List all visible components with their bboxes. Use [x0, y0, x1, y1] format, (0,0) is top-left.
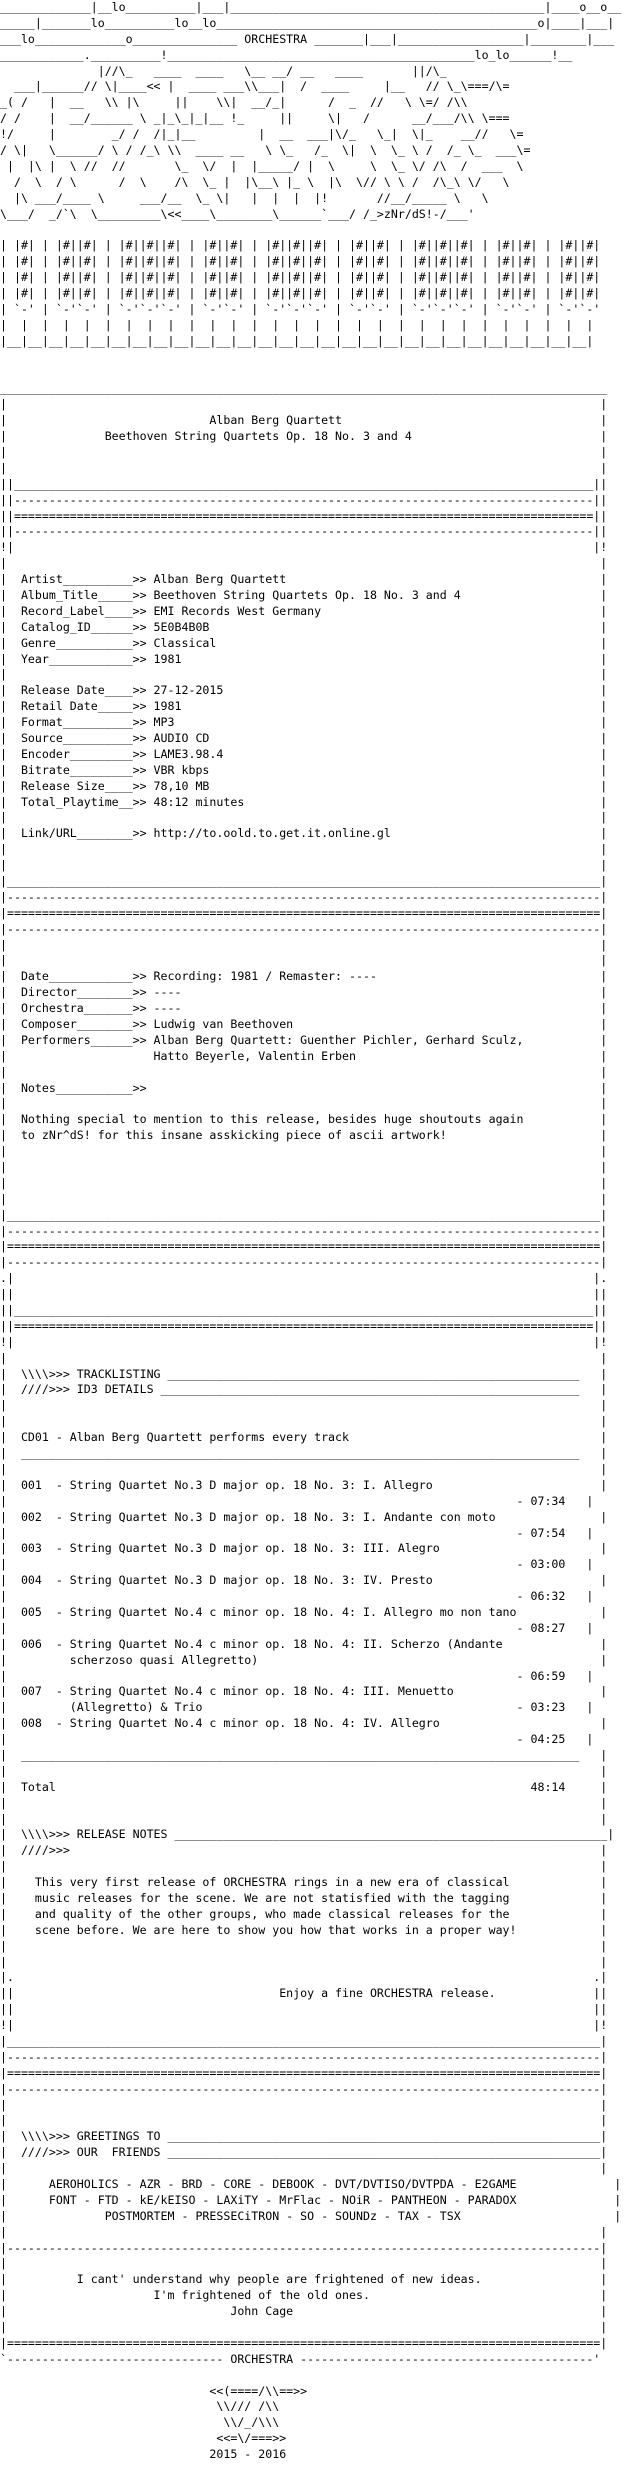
nfo-line: | and quality of the other groups, who made classical releases for the |	[0, 1906, 608, 1921]
nfo-line: \___/ _/`\ \_________\<<____\________\______`___/ /_>zNr/dS!-/___'	[0, 206, 475, 221]
nfo-line: | |	[0, 1144, 608, 1159]
nfo-line: | Format__________>> MP3 |	[0, 715, 608, 730]
nfo-line: | |	[0, 444, 608, 459]
nfo-line: `------------------------------- ORCHESTRA ------------------------------------------'	[0, 2351, 601, 2366]
nfo-line: | 001 - String Quartet No.3 D major op. 18 No. 3: I. Allegro |	[0, 1477, 608, 1492]
nfo-line: |\ ___/____ \ ___/__ \_ \| | | | |! //__/_____ \ \	[0, 190, 489, 205]
nfo-line: | - 03:00 |	[0, 1557, 594, 1572]
nfo-line: | Bitrate_________>> VBR kbps |	[0, 762, 608, 777]
nfo-line: | Nothing special to mention to this release, besides huge shoutouts again |	[0, 1112, 608, 1127]
nfo-line: || ||	[0, 2002, 608, 2017]
nfo-line: | |	[0, 2320, 608, 2335]
nfo-line: | CD01 - Alban Berg Quartett performs every track |	[0, 1430, 608, 1445]
nfo-line: | Encoder_________>> LAME3.98.4 |	[0, 746, 608, 761]
nfo-line: | |	[0, 1191, 608, 1206]
nfo-line	[0, 222, 640, 238]
nfo-line: |=====================================================================================|	[0, 905, 608, 920]
nfo-line: | to zNr^dS! for this insane asskicking piece of ascii artwork! |	[0, 1128, 608, 1143]
nfo-line: | |	[0, 2113, 608, 2128]
nfo-line: !/ | _/ / /|_|__ | __ ___|\/_ \_| \|_ __// \=	[0, 127, 524, 142]
nfo-line: | Beethoven String Quartets Op. 18 No. 3 and 4 |	[0, 429, 608, 444]
nfo-line: | - 07:54 |	[0, 1525, 594, 1540]
nfo-line: | Notes___________>> |	[0, 1080, 608, 1095]
nfo-line: | \\\\>>> GREETINGS TO ______________________________________________________________|	[0, 2129, 608, 2144]
nfo-line: | Date____________>> Recording: 1981 / Remaster: ---- |	[0, 969, 608, 984]
nfo-line: | Record_Label____>> EMI Records West Germany |	[0, 603, 608, 618]
nfo-line: |. .|	[0, 1970, 608, 1985]
nfo-line: | |	[0, 460, 608, 475]
nfo-line: |-------------------------------------------------------------------------------------|	[0, 2240, 608, 2255]
nfo-line: | |#| | |#||#| | |#||#||#| | |#||#| | |#||#||#| | |#||#| | |#||#||#| | |#||#| | |#||#|	[0, 270, 601, 285]
nfo-line: | 006 - String Quartet No.4 c minor op. 18 No. 4: II. Scherzo (Andante |	[0, 1636, 608, 1651]
nfo-line: | \\\\>>> TRACKLISTING ___________________________________________________________ |	[0, 1366, 608, 1381]
nfo-line: | I'm frightened of the old ones. |	[0, 2288, 608, 2303]
nfo-line: | 005 - String Quartet No.4 c minor op. 18 No. 4: I. Allegro mo non tano |	[0, 1604, 608, 1619]
nfo-line: | |#| | |#||#| | |#||#||#| | |#||#| | |#||#||#| | |#||#| | |#||#||#| | |#||#| | |#||#|	[0, 286, 601, 301]
nfo-line: | Performers______>> Alban Berg Quartett: Guenther Pichler, Gerhard Sculz, |	[0, 1032, 608, 1047]
nfo-line: ||___________________________________________________________________________________||	[0, 1303, 608, 1318]
nfo-line: | Total_Playtime__>> 48:12 minutes |	[0, 794, 608, 809]
nfo-line: | \\\\>>> RELEASE NOTES ______________________________________________________________|	[0, 1827, 615, 1842]
nfo-line: | |	[0, 953, 608, 968]
nfo-line: !| |!	[0, 2018, 608, 2033]
nfo-line: | |\ | \ // // \_ \/ | |_____/ | \ \ \_ \/ /\ / ___ \	[0, 158, 524, 173]
nfo-line: | Year____________>> 1981 |	[0, 651, 608, 666]
nfo-line: | |	[0, 937, 608, 952]
nfo-line: | |	[0, 858, 608, 873]
nfo-line: | music releases for the scene. We are not statisfied with the tagging |	[0, 1890, 608, 1905]
nfo-line: | Total 48:14 |	[0, 1779, 608, 1794]
nfo-line: |-------------------------------------------------------------------------------------|	[0, 889, 608, 904]
nfo-line: | - 06:59 |	[0, 1668, 594, 1683]
nfo-line: | Release Size____>> 78,10 MB |	[0, 778, 608, 793]
nfo-line: |-------------------------------------------------------------------------------------|	[0, 1255, 608, 1270]
nfo-line: | John Cage |	[0, 2304, 608, 2319]
nfo-line: | 002 - String Quartet No.3 D major op. 18 No. 3: I. Andante con moto |	[0, 1509, 608, 1524]
nfo-line: | Alban Berg Quartett |	[0, 413, 608, 428]
nfo-line: | This very first release of ORCHESTRA rings in a new era of classical |	[0, 1875, 608, 1890]
nfo-line: | 003 - String Quartet No.3 D major op. 18 No. 3: III. Alegro |	[0, 1541, 608, 1556]
nfo-line: | Composer________>> Ludwig van Beethoven |	[0, 1017, 608, 1031]
nfo-line	[0, 350, 640, 366]
nfo-line: |_____________________________________________________________________________________|	[0, 2034, 608, 2048]
nfo-line: | 004 - String Quartet No.3 D major op. 18 No. 3: IV. Presto |	[0, 1573, 608, 1588]
nfo-line: |=====================================================================================|	[0, 2065, 608, 2080]
nfo-line: | ________________________________________________________________________________ |	[0, 1747, 608, 1762]
nfo-line: | ////>>> ID3 DETAILS ____________________________________________________________ |	[0, 1382, 608, 1397]
nfo-line: / \| \______/ \ / /_\ \\ ____ __ \ \_ /_ \| \ \_ \ / /_ \_ ___\=	[0, 143, 531, 158]
nfo-line: <<=\/===>>	[0, 2431, 601, 2446]
nfo-line: | |	[0, 667, 608, 682]
nfo-line: !| |!	[0, 1334, 608, 1349]
nfo-line: ||===================================================================================||	[0, 508, 608, 523]
nfo-line: | FONT - FTD - kE/kEISO - LAXiTY - MrFlac - NOiR - PANTHEON - PARADOX |	[0, 2192, 622, 2207]
nfo-line: |-------------------------------------------------------------------------------------|	[0, 921, 608, 936]
nfo-line: | |	[0, 842, 608, 857]
nfo-line: | |	[0, 2161, 608, 2176]
nfo-line: | |	[0, 1350, 608, 1365]
nfo-line: \\/// /\\	[0, 2399, 601, 2414]
nfo-line: | `-' | `-'`-' | `-'`-'`-' | `-'`-' | `-'`-'`-' | `-'`-' | `-'`-'`-' | `-'`-' | `-'`-'	[0, 301, 601, 316]
nfo-line: | |	[0, 1763, 608, 1778]
nfo-line: ___|______// \|____<< | ____ ___\\___| / ____ |__ // \_\===/\=	[0, 79, 510, 94]
nfo-line: | Hatto Beyerle, Valentin Erben |	[0, 1048, 608, 1063]
nfo-line: | Source__________>> AUDIO CD |	[0, 730, 608, 745]
nfo-line: | Catalog_ID______>> 5E0B4B0B |	[0, 619, 608, 634]
nfo-line: | I cant' understand why people are frightened of new ideas. |	[0, 2272, 608, 2287]
nfo-line: | |#| | |#||#| | |#||#||#| | |#||#| | |#||#||#| | |#||#| | |#||#||#| | |#||#| | |#||#|	[0, 238, 601, 253]
nfo-line: ____________.__________!____________________________________________lo_lo______!__	[0, 47, 573, 62]
nfo-line: <<(====/\\==>>	[0, 2383, 615, 2398]
nfo-line: | |	[0, 1795, 608, 1810]
nfo-line: |-------------------------------------------------------------------------------------|	[0, 2081, 608, 2096]
nfo-line: || Enjoy a fine ORCHESTRA release. ||	[0, 1986, 608, 2001]
nfo-line: |=====================================================================================|	[0, 2335, 608, 2350]
nfo-line: | |	[0, 2224, 608, 2239]
nfo-line: | ////>>> |	[0, 1843, 608, 1858]
nfo-line: ||-----------------------------------------------------------------------------------||	[0, 492, 608, 507]
nfo-line: | 007 - String Quartet No.4 c minor op. 18 No. 4: III. Menuetto |	[0, 1684, 608, 1699]
nfo-line: | |	[0, 1414, 608, 1429]
nfo-line: | - 07:34 |	[0, 1493, 594, 1508]
nfo-line: |-------------------------------------------------------------------------------------|	[0, 2049, 608, 2064]
nfo-line: | - 06:32 |	[0, 1589, 594, 1604]
nfo-line: | Retail Date_____>> 1981 |	[0, 699, 608, 714]
nfo-line: | Album_Title_____>> Beethoven String Quartets Op. 18 No. 3 and 4 |	[0, 587, 608, 602]
nfo-line: | |#| | |#||#| | |#||#||#| | |#||#| | |#||#||#| | |#||#| | |#||#||#| | |#||#| | |#||#|	[0, 254, 601, 269]
nfo-line: / \ / \ / \ /\ \_ | |\__\ |_ \ |\ \// \ \ / /\_\ \/ \	[0, 174, 510, 189]
nfo-line: | (Allegretto) & Trio - 03:23 |	[0, 1700, 594, 1715]
nfo-line: || ||	[0, 1287, 608, 1302]
nfo-line: | |	[0, 2097, 608, 2112]
nfo-line: ___lo_____________o_______________ ORCHESTRA _______|___|__________________|________|___	[0, 31, 615, 46]
nfo-line: | - 04:25 |	[0, 1732, 594, 1747]
nfo-line: | |	[0, 810, 608, 825]
nfo-line: .| |.	[0, 1271, 608, 1286]
nfo-line: ||___________________________________________________________________________________||	[0, 476, 608, 491]
nfo-line: _( / | __ \\ |\ || \\| __/_| / _ // \ \=/ /\\	[0, 95, 468, 110]
nfo-line: | |	[0, 1811, 608, 1826]
nfo-line: | scherzoso quasi Allegretto) |	[0, 1652, 608, 1667]
nfo-line	[0, 2368, 640, 2384]
nfo-line: | |	[0, 1954, 608, 1969]
nfo-line: ||===================================================================================||	[0, 1318, 608, 1333]
nfo-line: | Genre___________>> Classical |	[0, 635, 608, 650]
nfo-line: | |	[0, 1938, 608, 1953]
nfo-line	[0, 365, 640, 381]
nfo-line: |_____________________________________________________________________________________|	[0, 873, 608, 888]
nfo-line: | ________________________________________________________________________________ |	[0, 1446, 608, 1461]
nfo-line: | Artist__________>> Alban Berg Quartett |	[0, 572, 608, 587]
nfo-line: | Director________>> ---- |	[0, 985, 608, 1000]
nfo-line: 2015 - 2016	[0, 2447, 608, 2462]
nfo-line: | |	[0, 1859, 608, 1874]
nfo-line: _____________|__lo__________|___|_____________________________________________|____o__o__	[0, 0, 622, 14]
nfo-line: | 008 - String Quartet No.4 c minor op. 18 No. 4: IV. Allegro |	[0, 1716, 608, 1731]
nfo-line: | |	[0, 1064, 608, 1079]
nfo-line: |_____________________________________________________________________________________|	[0, 1207, 608, 1222]
nfo-line: | |	[0, 1398, 608, 1413]
nfo-line: |=====================================================================================|	[0, 1239, 608, 1254]
nfo-line: | |	[0, 1160, 608, 1175]
nfo-line: _____|_______lo__________lo__lo______________________________________________o|____|___|	[0, 15, 615, 30]
nfo-line: | |	[0, 556, 608, 571]
nfo-line: | |	[0, 1461, 608, 1476]
nfo-line: | |	[0, 1175, 608, 1190]
nfo-line: | POSTMORTEM - PRESSECiTRON - SO - SOUNDz - TAX - TSX |	[0, 2208, 622, 2223]
nfo-line: | AEROHOLICS - AZR - BRD - CORE - DEBOOK - DVT/DVTISO/DVTPDA - E2GAME |	[0, 2177, 622, 2192]
nfo-line: |-------------------------------------------------------------------------------------|	[0, 1223, 608, 1238]
nfo-line: | |	[0, 397, 608, 412]
nfo-line: | Orchestra_______>> ---- |	[0, 1001, 608, 1016]
nfo-line: | | | | | | | | | | | | | | | | | | | | | | | | | | | | |	[0, 317, 594, 332]
nfo-line: !| |!	[0, 540, 608, 555]
nfo-line: _______________________________________________________________________________________	[0, 381, 608, 396]
nfo-line: | Release Date____>> 27-12-2015 |	[0, 683, 608, 698]
nfo-line: | ////>>> OUR FRIENDS ______________________________________________________________|	[0, 2145, 608, 2160]
nfo-line: ||-----------------------------------------------------------------------------------||	[0, 524, 608, 539]
nfo-line: | Link/URL________>> http://to.oold.to.get.it.online.gl |	[0, 826, 608, 841]
nfo-line: |__|__|__|__|__|__|__|__|__|__|__|__|__|__|__|__|__|__|__|__|__|__|__|__|__|__|__|__|	[0, 333, 594, 348]
nfo-line	[0, 2463, 640, 2479]
nfo-line: / / | __/______ \ _|_\_|_|__ !_ || \| / __/___/\\ \===	[0, 111, 510, 126]
nfo-line: | |	[0, 2256, 608, 2271]
nfo-line: \\/_/\\\	[0, 2415, 601, 2430]
nfo-line: | |	[0, 1096, 608, 1111]
nfo-line: |//\_ ____ ____ \__ __/ __ ____ ||/\_	[0, 63, 489, 78]
nfo-line: | - 08:27 |	[0, 1620, 594, 1635]
nfo-line: | scene before. We are here to show you how that works in a proper way! |	[0, 1922, 608, 1937]
